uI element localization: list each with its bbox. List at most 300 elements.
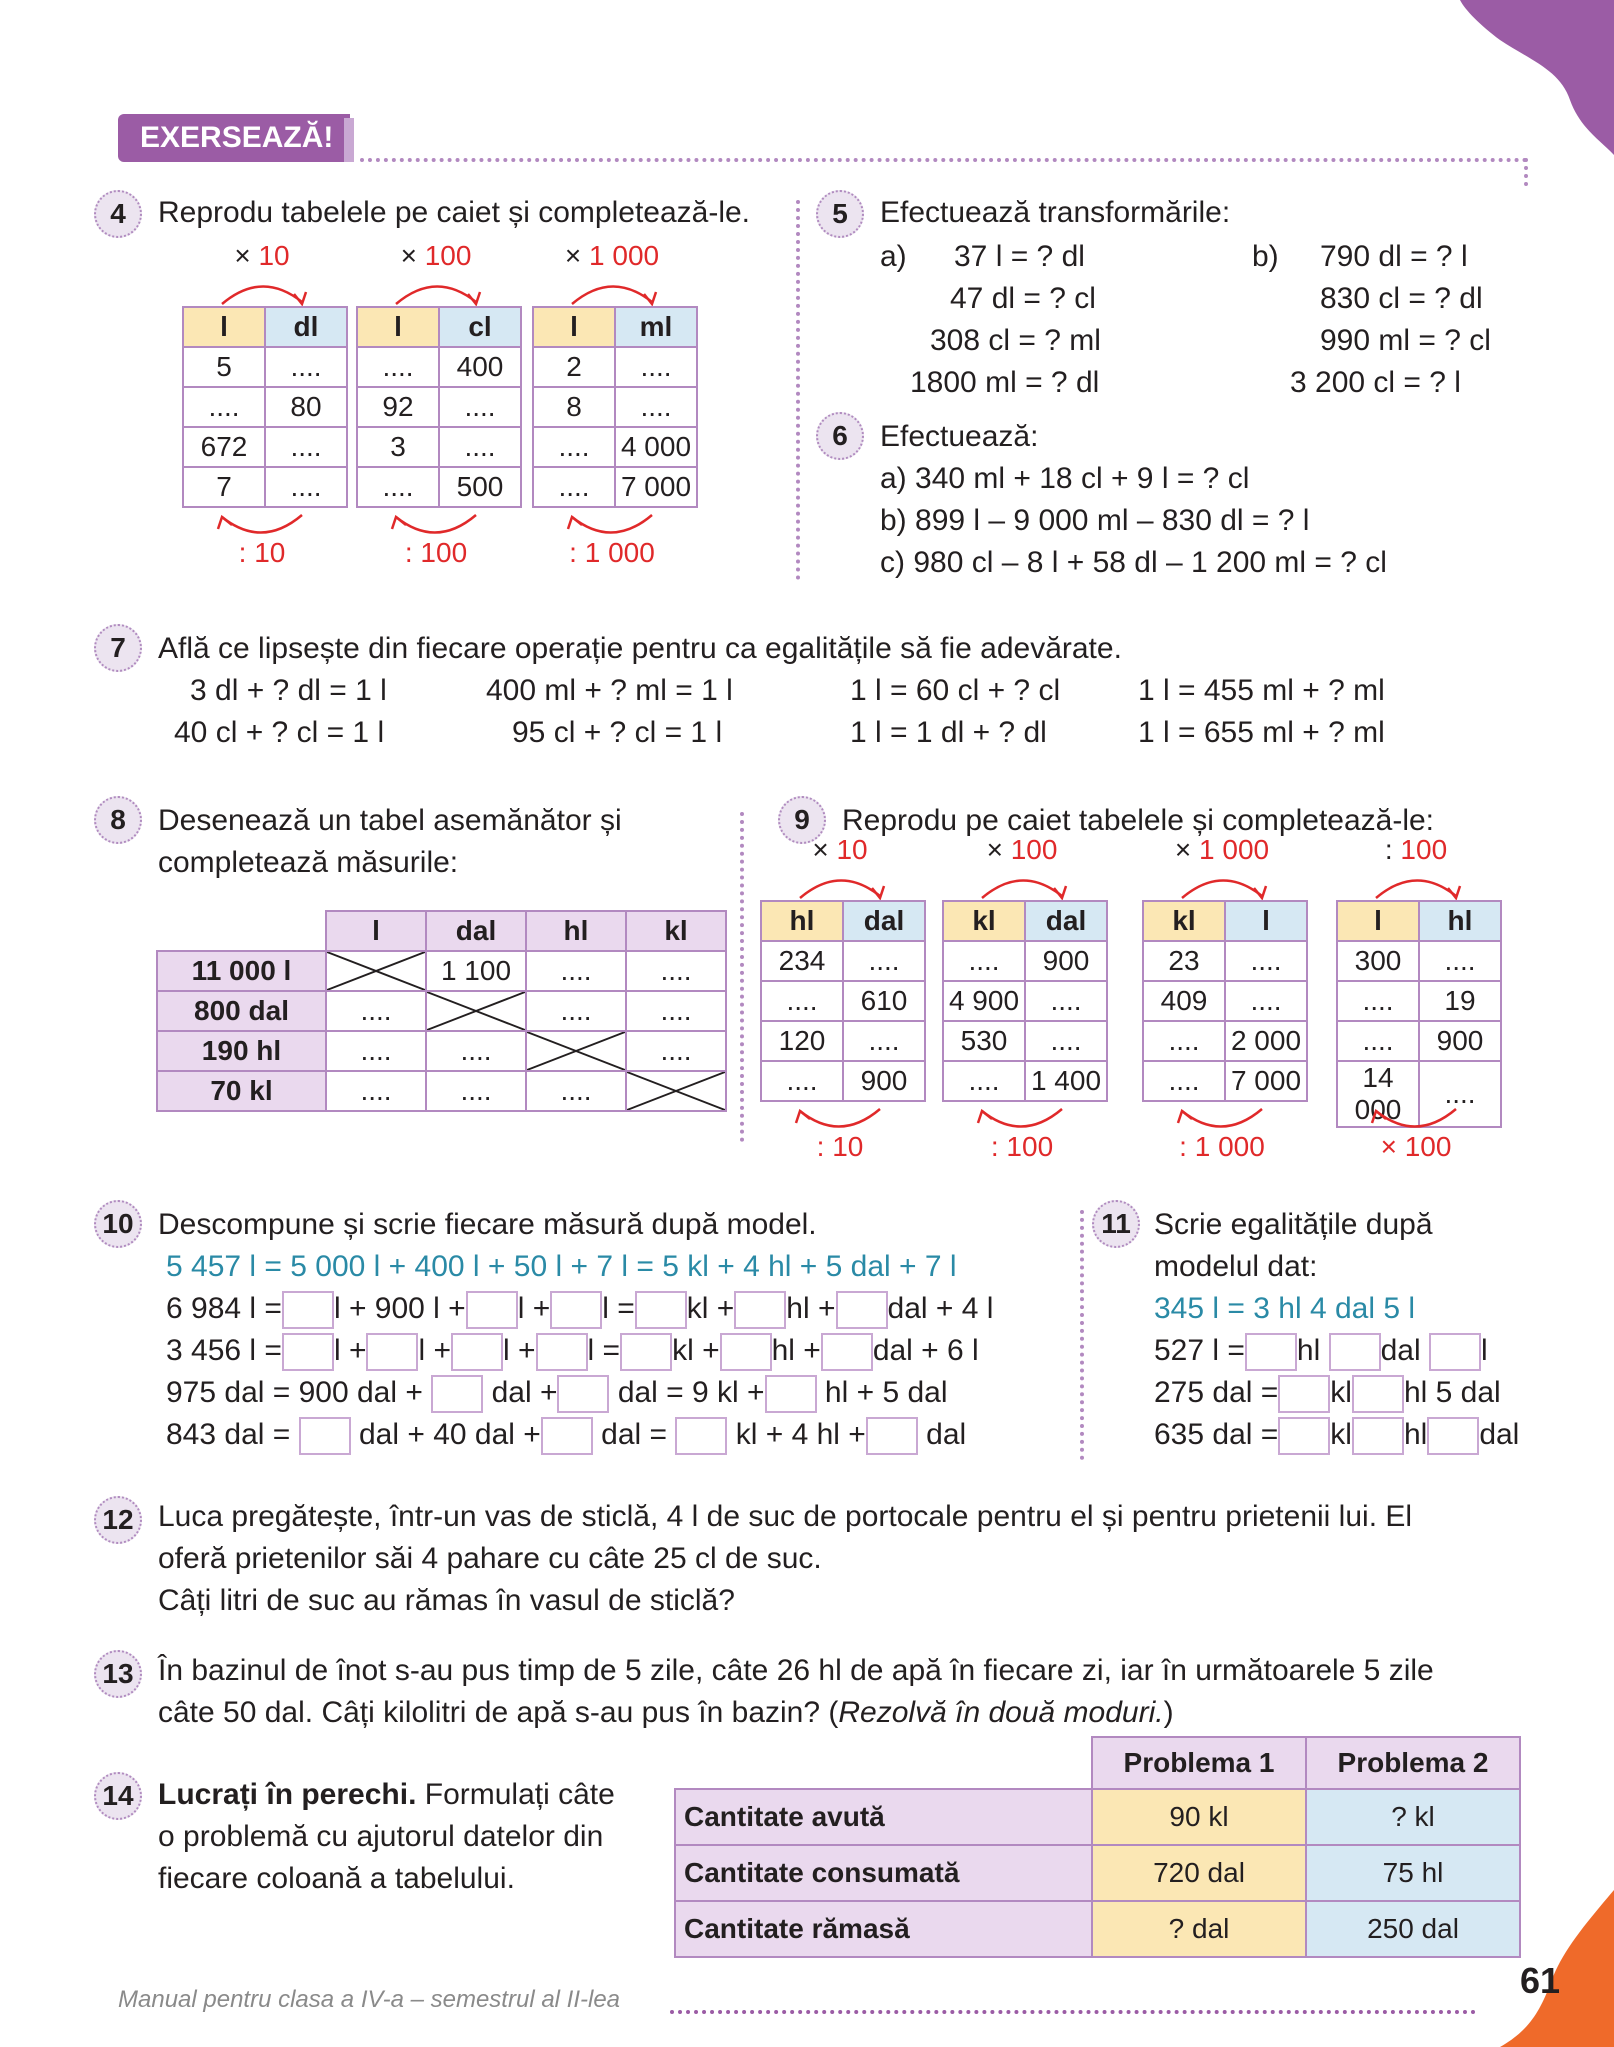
crossed-cell (326, 951, 426, 991)
answer-box[interactable] (282, 1291, 334, 1329)
multiply-label: : 100 (1384, 834, 1448, 865)
divide-label: : 100 (990, 1131, 1054, 1162)
equation: 95 cl + ? cl = 1 l (512, 716, 723, 749)
table-header: l (326, 911, 426, 951)
conversion-table (182, 306, 348, 508)
divide-label: : 1 000 (569, 537, 655, 568)
line-text: 635 dal = (1154, 1418, 1279, 1451)
top-arrow-icon (532, 276, 692, 306)
table-cell: .... (1337, 981, 1419, 1021)
table-header: hl (526, 911, 626, 951)
answer-box[interactable] (720, 1333, 772, 1371)
table-cell: .... (615, 387, 697, 427)
conversion: 990 ml = ? cl (1320, 324, 1491, 357)
table-row (533, 427, 697, 467)
answer-box[interactable] (1352, 1417, 1404, 1455)
table-cell: .... (439, 427, 521, 467)
table-row (943, 1021, 1107, 1061)
table-cell: 120 (761, 1021, 843, 1061)
table-cell: 530 (943, 1021, 1025, 1061)
exercise-text: Desenează un tabel asemănător și (158, 804, 622, 837)
problem-text: Luca pregătește, într-un vas de sticlă, 4 l de suc de portocale pentru el și pentru prietenii lui. El (158, 1500, 1413, 1533)
crossed-cell (626, 1071, 726, 1111)
banner-tab (344, 118, 354, 162)
table-cell: 5 (183, 347, 265, 387)
model-example: 5 457 l = 5 000 l + 400 l + 50 l + 7 l = 5 kl + 4 hl + 5 dal + 7 l (166, 1250, 957, 1283)
multiply-label: × 10 (234, 240, 290, 271)
table-cell: .... (426, 1071, 526, 1111)
equation: 40 cl + ? cl = 1 l (174, 716, 385, 749)
equation: 1 l = 455 ml + ? ml (1138, 674, 1385, 707)
table-header: ml (615, 307, 697, 347)
table-header: l (533, 307, 615, 347)
top-arrow-icon (356, 276, 516, 306)
table-header: Problema 1 (1092, 1737, 1306, 1789)
table-cell: .... (183, 387, 265, 427)
cross-mark (327, 952, 425, 990)
answer-box[interactable] (431, 1375, 483, 1413)
problem-text: fiecare coloană a tabelului. (158, 1862, 515, 1895)
line-text: hl + 5 dal (824, 1376, 948, 1409)
table-cell: .... (326, 991, 426, 1031)
answer-box[interactable] (282, 1333, 334, 1371)
table-row (1143, 1021, 1307, 1061)
crossed-cell (426, 991, 526, 1031)
top-arrow-icon (1142, 870, 1302, 900)
table-cell: 409 (1143, 981, 1225, 1021)
problems-table (674, 1736, 1521, 1958)
row-label: Cantitate avută (675, 1789, 1092, 1845)
answer-box[interactable] (734, 1291, 786, 1329)
table-cell: ? kl (1306, 1789, 1520, 1845)
page-number: 61 (1520, 1960, 1561, 2001)
multiply-label: × 100 (400, 240, 472, 271)
table-header: kl (1143, 901, 1225, 941)
table-row (533, 467, 697, 507)
equation: 3 dl + ? dl = 1 l (190, 674, 387, 707)
problem-line: câte 50 dal. Câți kilolitri de apă s-au pus în bazin? ( (158, 1696, 839, 1729)
exercise-number: 4 (94, 190, 142, 238)
answer-box[interactable] (536, 1333, 588, 1371)
table-cell: ? dal (1092, 1901, 1306, 1957)
answer-box[interactable] (451, 1333, 503, 1371)
table-cell: 7 000 (615, 467, 697, 507)
line-text: l + (517, 1292, 551, 1325)
line-text: hl (1296, 1334, 1321, 1367)
table-cell: .... (1225, 941, 1307, 981)
table-row (157, 991, 726, 1031)
answer-box[interactable] (620, 1333, 672, 1371)
instruction-bold: Lucrați în perechi. (158, 1778, 417, 1811)
table-cell: .... (615, 347, 697, 387)
equation: 1 l = 655 ml + ? ml (1138, 716, 1385, 749)
table-header: dl (265, 307, 347, 347)
problem-text: oferă prietenilor săi 4 pahare cu câte 25 cl de suc. (158, 1542, 822, 1575)
table-cell: 4 900 (943, 981, 1025, 1021)
line-text: kl + (672, 1334, 720, 1367)
top-arrow-icon (760, 870, 920, 900)
table-header: l (1337, 901, 1419, 941)
exercise-number: 11 (1092, 1200, 1140, 1248)
top-arrow-icon (942, 870, 1102, 900)
equality-line (1154, 1372, 1501, 1414)
subpoint: a) 340 ml + 18 cl + 9 l = ? cl (880, 462, 1250, 495)
table-row (533, 387, 697, 427)
table-cell: .... (1337, 1021, 1419, 1061)
exercise-number: 9 (778, 796, 826, 844)
line-text: l + (418, 1334, 451, 1367)
table-row (183, 467, 347, 507)
table-row (761, 1061, 925, 1101)
line-text: kl + (686, 1292, 735, 1325)
subpoint: b) 899 l – 9 000 ml – 830 dl = ? l (880, 504, 1310, 537)
table-row (157, 1031, 726, 1071)
table-row (761, 981, 925, 1021)
table-header: l (1225, 901, 1307, 941)
column-divider (740, 812, 744, 1142)
table-row (675, 1789, 1520, 1845)
corner-decoration (1460, 0, 1614, 160)
table-header: kl (943, 901, 1025, 941)
table-header: l (183, 307, 265, 347)
table-cell: .... (326, 1071, 426, 1111)
exercise-text: Efectuează: (880, 420, 1039, 453)
conversion: 1800 ml = ? dl (910, 366, 1100, 399)
table-row (1143, 981, 1307, 1021)
answer-box[interactable] (635, 1291, 687, 1329)
table-cell: .... (1419, 941, 1501, 981)
line-text: 527 l = (1154, 1334, 1245, 1367)
crossed-cell (526, 1031, 626, 1071)
conversion-table (1142, 900, 1308, 1102)
table-cell: .... (761, 981, 843, 1021)
divide-label: : 10 (816, 1131, 864, 1162)
table-row (357, 427, 521, 467)
table-cell: .... (626, 951, 726, 991)
line-text: 843 dal = (166, 1418, 291, 1451)
answer-box[interactable] (675, 1417, 727, 1455)
table-row (183, 387, 347, 427)
instruction-text: Formulați câte (416, 1778, 615, 1811)
line-text: kl (1330, 1376, 1352, 1409)
table-cell: .... (526, 991, 626, 1031)
table-cell: .... (843, 1021, 925, 1061)
line-text: dal = (601, 1418, 668, 1451)
subpoint: c) 980 cl – 8 l + 58 dl – 1 200 ml = ? cl (880, 546, 1387, 579)
divide-label: : 100 (404, 537, 468, 568)
line-text: dal (1380, 1334, 1421, 1367)
table-cell: 234 (761, 941, 843, 981)
exercise-text: Află ce lipsește din fiecare operație pentru ca egalitățile să fie adevărate. (158, 632, 1122, 665)
table-row (943, 941, 1107, 981)
problem-text: În bazinul de înot s-au pus timp de 5 zile, câte 26 hl de apă în fiecare zi, iar în următoarele 5 zile (158, 1654, 1434, 1687)
table-cell: 19 (1419, 981, 1501, 1021)
line-text: hl + (771, 1334, 821, 1367)
equality-line (1154, 1330, 1488, 1372)
table-cell: .... (357, 467, 439, 507)
table-row (1337, 941, 1501, 981)
line-text: dal + (491, 1376, 558, 1409)
table-cell: .... (326, 1031, 426, 1071)
line-text: kl (1330, 1418, 1352, 1451)
conversion: 37 l = ? dl (954, 240, 1085, 273)
table-cell: 92 (357, 387, 439, 427)
exercise-number: 13 (94, 1650, 142, 1698)
table-cell: 4 000 (615, 427, 697, 467)
table-cell: .... (265, 427, 347, 467)
line-text: hl 5 dal (1403, 1376, 1501, 1409)
table-cell: .... (526, 951, 626, 991)
table-row (1143, 941, 1307, 981)
table-cell: .... (1025, 1021, 1107, 1061)
table-cell: 900 (1025, 941, 1107, 981)
table-cell: 14 000 (1337, 1061, 1419, 1127)
subpoint-label: a) (880, 240, 907, 273)
line-text: dal + 40 dal + (358, 1418, 541, 1451)
table-header: kl (626, 911, 726, 951)
subpoint-label: b) (1252, 240, 1279, 273)
multiply-label: × 1 000 (1174, 834, 1270, 865)
line-text: dal + 6 l (872, 1334, 979, 1367)
divide-label: × 100 (1380, 1131, 1452, 1162)
line-text: l + (503, 1334, 536, 1367)
answer-box[interactable] (836, 1291, 888, 1329)
exercise-number: 6 (816, 412, 864, 460)
row-label: 11 000 l (157, 951, 326, 991)
table-cell: 720 dal (1092, 1845, 1306, 1901)
conversion-table (1336, 900, 1502, 1128)
table-cell: 2 (533, 347, 615, 387)
cross-mark (427, 992, 525, 1030)
cross-mark (527, 1032, 625, 1070)
table-cell: 2 000 (1225, 1021, 1307, 1061)
answer-box[interactable] (866, 1417, 918, 1455)
line-text: l = (602, 1292, 635, 1325)
conversion: 830 cl = ? dl (1320, 282, 1483, 315)
multiply-label: × 10 (812, 834, 868, 865)
table-header: cl (439, 307, 521, 347)
exercise-text: completează măsurile: (158, 846, 459, 879)
banner-divider-end (1524, 158, 1528, 186)
decomposition-line (166, 1288, 993, 1330)
equation: 400 ml + ? ml = 1 l (486, 674, 733, 707)
table-corner (675, 1737, 1092, 1789)
multiply-label: × 1 000 (564, 240, 660, 271)
line-text: dal (926, 1418, 967, 1451)
table-cell: 3 (357, 427, 439, 467)
answer-box[interactable] (466, 1291, 518, 1329)
column-divider (1080, 1210, 1084, 1460)
table-row (1337, 1021, 1501, 1061)
answer-box[interactable] (1245, 1333, 1297, 1371)
row-label: Cantitate consumată (675, 1845, 1092, 1901)
exercise-number: 5 (816, 190, 864, 238)
table-row (157, 1071, 726, 1111)
table-cell: 75 hl (1306, 1845, 1520, 1901)
table-row (675, 1901, 1520, 1957)
table-row (357, 387, 521, 427)
conversion: 790 dl = ? l (1320, 240, 1468, 273)
answer-box[interactable] (1278, 1375, 1330, 1413)
answer-box[interactable] (366, 1333, 418, 1371)
table-cell: .... (265, 467, 347, 507)
table-row (761, 941, 925, 981)
table-cell: 900 (1419, 1021, 1501, 1061)
line-text: 6 984 l = (166, 1292, 282, 1325)
table-row (533, 347, 697, 387)
table-header: dal (426, 911, 526, 951)
table-header: Problema 2 (1306, 1737, 1520, 1789)
exercise-text: Efectuează transformările: (880, 196, 1231, 229)
section-banner-label: EXERSEAZĂ! (140, 121, 334, 154)
table-cell: 7 (183, 467, 265, 507)
table-header: dal (1025, 901, 1107, 941)
table-cell: .... (426, 1031, 526, 1071)
answer-box[interactable] (541, 1417, 593, 1455)
conversion-table (942, 900, 1108, 1102)
table-cell: 610 (843, 981, 925, 1021)
table-row (157, 951, 726, 991)
exercise-number: 12 (94, 1496, 142, 1544)
table-cell: 300 (1337, 941, 1419, 981)
footer-divider (670, 2010, 1476, 2014)
decomposition-line (166, 1414, 966, 1456)
table-corner (157, 911, 326, 951)
model-example: 345 l = 3 hl 4 dal 5 l (1154, 1292, 1416, 1325)
line-text: dal = 9 kl + (617, 1376, 765, 1409)
problem-text (158, 1692, 1174, 1734)
equation: 1 l = 1 dl + ? dl (850, 716, 1047, 749)
table-cell: 250 dal (1306, 1901, 1520, 1957)
exercise-text: Reprodu pe caiet tabelele și completează-le: (842, 804, 1435, 837)
column-divider (796, 200, 800, 580)
table-cell: .... (357, 347, 439, 387)
exercise-text: Reprodu tabelele pe caiet și completează-le. (158, 196, 751, 229)
line-text: dal + 4 l (887, 1292, 994, 1325)
problem-line-end: ) (1163, 1696, 1174, 1729)
table-header: dal (843, 901, 925, 941)
conversion-table (532, 306, 698, 508)
line-text: dal (1479, 1418, 1520, 1451)
divide-label: : 10 (238, 537, 286, 568)
table-cell: 80 (265, 387, 347, 427)
exercise-number: 8 (94, 796, 142, 844)
problem-text: o problemă cu ajutorul datelor din (158, 1820, 604, 1853)
table-cell: .... (1143, 1061, 1225, 1101)
line-text: l + (333, 1334, 367, 1367)
answer-box[interactable] (1278, 1417, 1330, 1455)
answer-box[interactable] (557, 1375, 609, 1413)
table-cell: .... (533, 427, 615, 467)
line-text: kl + 4 hl + (735, 1418, 866, 1451)
answer-box[interactable] (1429, 1333, 1481, 1371)
decomposition-line (166, 1330, 979, 1372)
table-cell: .... (1025, 981, 1107, 1021)
conversion: 47 dl = ? cl (950, 282, 1096, 315)
table-row (1337, 981, 1501, 1021)
line-text: hl (1403, 1418, 1428, 1451)
answer-box[interactable] (1352, 1375, 1404, 1413)
equality-line (1154, 1414, 1519, 1456)
table-cell: .... (843, 941, 925, 981)
top-arrow-icon (182, 276, 342, 306)
answer-box[interactable] (299, 1417, 351, 1455)
table-cell: .... (1143, 1021, 1225, 1061)
multiply-label: × 100 (986, 834, 1058, 865)
table-header: hl (761, 901, 843, 941)
table-cell: 8 (533, 387, 615, 427)
exercise-text: modelul dat: (1154, 1250, 1318, 1283)
footer-text: Manual pentru clasa a IV-a – semestrul al II-lea (118, 1986, 621, 2013)
exercise-text: Descompune și scrie fiecare măsură după model. (158, 1208, 817, 1241)
equation: 1 l = 60 cl + ? cl (850, 674, 1061, 707)
answer-box[interactable] (1329, 1333, 1381, 1371)
row-label: 190 hl (157, 1031, 326, 1071)
divide-label: : 1 000 (1179, 1131, 1265, 1162)
row-label: 800 dal (157, 991, 326, 1031)
table-cell: .... (533, 467, 615, 507)
table-row (761, 1021, 925, 1061)
table-cell: 500 (439, 467, 521, 507)
table-row (183, 347, 347, 387)
conversion: 3 200 cl = ? l (1290, 366, 1461, 399)
line-text: l = (587, 1334, 621, 1367)
table-cell: 1 100 (426, 951, 526, 991)
table-cell: 672 (183, 427, 265, 467)
table-cell: 1 400 (1025, 1061, 1107, 1101)
top-arrow-icon (1336, 870, 1496, 900)
line-text: hl + (786, 1292, 836, 1325)
table-row (183, 427, 347, 467)
table-cell: 900 (843, 1061, 925, 1101)
answer-box[interactable] (550, 1291, 602, 1329)
line-text: 975 dal = 900 dal + (166, 1376, 423, 1409)
table-cell: .... (943, 1061, 1025, 1101)
exercise-text: Scrie egalitățile după (1154, 1208, 1433, 1241)
table-cell: .... (943, 941, 1025, 981)
table-row (943, 1061, 1107, 1101)
measures-table (156, 910, 727, 1112)
row-label: Cantitate rămasă (675, 1901, 1092, 1957)
line-text: 3 456 l = (166, 1334, 282, 1367)
table-cell: 7 000 (1225, 1061, 1307, 1101)
table-row (357, 467, 521, 507)
exercise-number: 14 (94, 1772, 142, 1820)
table-cell: 23 (1143, 941, 1225, 981)
table-header: l (357, 307, 439, 347)
table-cell: .... (1419, 1061, 1501, 1127)
table-cell: .... (626, 1031, 726, 1071)
exercise-number: 10 (94, 1200, 142, 1248)
table-row (1143, 1061, 1307, 1101)
cross-mark (627, 1072, 725, 1110)
table-cell: 400 (439, 347, 521, 387)
table-cell: 90 kl (1092, 1789, 1306, 1845)
answer-box[interactable] (765, 1375, 817, 1413)
conversion: 308 cl = ? ml (930, 324, 1101, 357)
table-cell: .... (1225, 981, 1307, 1021)
table-row (675, 1845, 1520, 1901)
line-text: 275 dal = (1154, 1376, 1279, 1409)
answer-box[interactable] (821, 1333, 873, 1371)
table-cell: .... (761, 1061, 843, 1101)
conversion-table (356, 306, 522, 508)
problem-text (158, 1774, 615, 1816)
table-cell: .... (526, 1071, 626, 1111)
decomposition-line (166, 1372, 948, 1414)
answer-box[interactable] (1427, 1417, 1479, 1455)
row-label: 70 kl (157, 1071, 326, 1111)
